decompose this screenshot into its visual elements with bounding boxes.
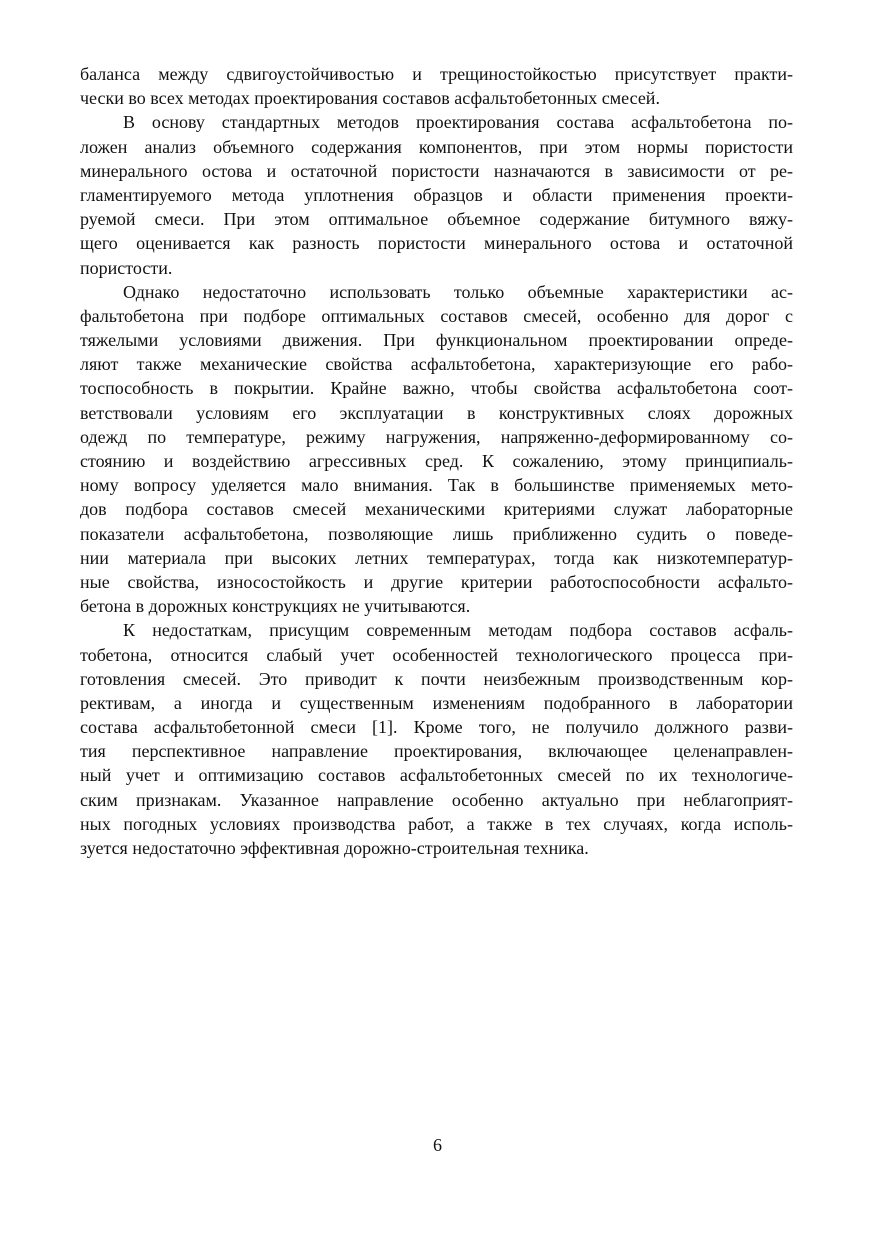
text-line: ляют также механические свойства асфальтобетона, характеризующие его рабо- xyxy=(80,354,793,375)
text-line: стоянию и воздействию агрессивных сред. К сожалению, этому принципиаль- xyxy=(80,451,793,471)
page-number: 6 xyxy=(433,1135,442,1155)
text-line: чески во всех методах проектирования составов асфальтобетонных смесей. xyxy=(80,88,660,109)
text-line: зуется недостаточно эффективная дорожно-строительная техника. xyxy=(80,838,589,858)
text-line: одежд по температуре, режиму нагружения, напряженно-деформированному со- xyxy=(80,426,793,447)
text-line: гламентируемого метода уплотнения образцов и области применения проекти- xyxy=(80,184,793,205)
page-body xyxy=(80,62,793,860)
text-line: готовления смесей. Это приводит к почти неизбежным производственным кор- xyxy=(80,668,793,689)
text-line: показатели асфальтобетона, позволяющие лишь приближенно судить о поведе- xyxy=(80,523,793,544)
text-line: ложен анализ объемного содержания компонентов, при этом нормы пористости xyxy=(80,136,793,157)
text-line: фальтобетона при подборе оптимальных составов смесей, особенно для дорог с xyxy=(80,305,793,326)
text-line: ных погодных условиях производства работ, а также в тех случаях, когда исполь- xyxy=(80,813,793,834)
text-line: К недостаткам, присущим современным методам подбора составов асфаль- xyxy=(123,620,793,641)
paragraph-1 xyxy=(80,62,793,110)
text-line: баланса между сдвигоустойчивостью и трещиностойкостью присутствует практи- xyxy=(80,64,793,84)
text-line: ному вопросу уделяется мало внимания. Так в большинстве применяемых мето- xyxy=(80,475,793,496)
text-line: дов подбора составов смесей механическими критериями служат лабораторные xyxy=(80,499,793,520)
text-line: тяжелыми условиями движения. При функциональном проектировании опреде- xyxy=(80,330,793,351)
text-line: ветствовали условиям его эксплуатации в конструктивных слоях дорожных xyxy=(80,402,793,423)
text-line: Однако недостаточно использовать только объемные характеристики ас- xyxy=(123,281,793,302)
text-line: руемой смеси. При этом оптимальное объемное содержание битумного вяжу- xyxy=(80,209,793,230)
text-line: тобетона, относится слабый учет особенностей технологического процесса при- xyxy=(80,644,793,665)
text-line: ный учет и оптимизацию составов асфальтобетонных смесей по их технологиче- xyxy=(80,765,793,786)
text-line: рективам, а иногда и существенным изменениям подобранного в лаборатории xyxy=(80,692,793,713)
text-line: ные свойства, износостойкость и другие критерии работоспособности асфальто- xyxy=(80,571,793,592)
text-line: бетона в дорожных конструкциях не учитываются. xyxy=(80,596,471,617)
text-line: пористости. xyxy=(80,257,173,278)
text-line: состава асфальтобетонной смеси [1]. Кроме того, не получило должного разви- xyxy=(80,717,793,738)
text-line: В основу стандартных методов проектирования состава асфальтобетона по- xyxy=(123,112,793,133)
text-line: минерального остова и остаточной пористости назначаются в зависимости от ре- xyxy=(80,160,793,181)
paragraph-3 xyxy=(80,280,793,619)
paragraph-2 xyxy=(80,110,793,279)
text-line: ским признакам. Указанное направление особенно актуально при неблагоприят- xyxy=(80,789,793,810)
text-line: щего оценивается как разность пористости минерального остова и остаточной xyxy=(80,233,793,254)
text-line: нии материала при высоких летних температурах, тогда как низкотемператур- xyxy=(80,547,793,568)
text-line: тоспособность в покрытии. Крайне важно, чтобы свойства асфальтобетона соот- xyxy=(80,378,793,399)
text-line: тия перспективное направление проектирования, включающее целенаправлен- xyxy=(80,741,793,762)
paragraph-4 xyxy=(80,618,793,860)
